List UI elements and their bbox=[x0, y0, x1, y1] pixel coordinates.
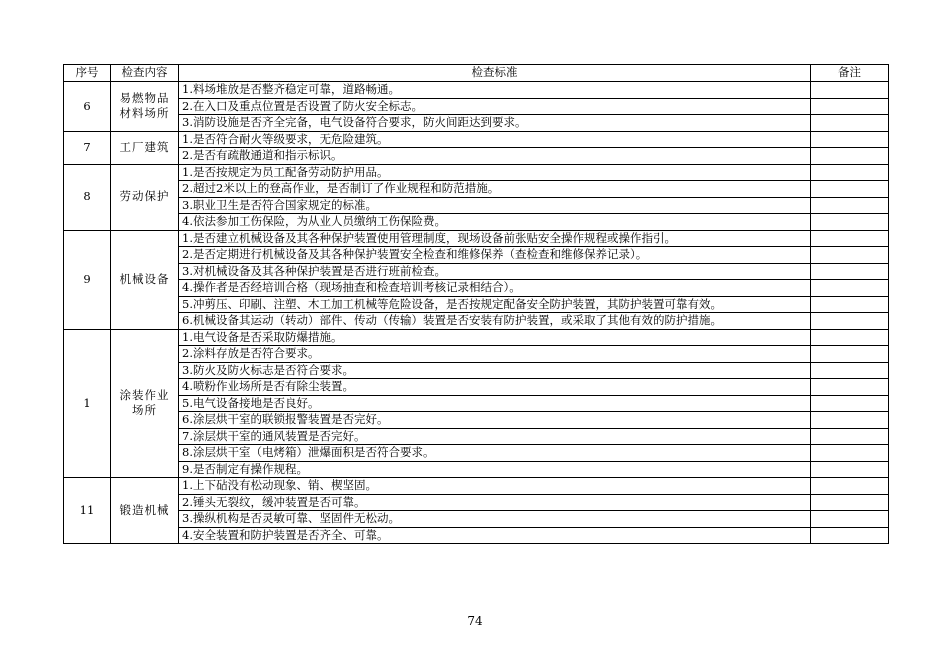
table-row bbox=[64, 478, 889, 495]
remark-cell bbox=[811, 115, 889, 132]
table-row bbox=[64, 445, 889, 462]
standard-cell: 1.是否建立机械设备及其各种保护装置使用管理制度，现场设备前张贴安全操作规程或操作指引。 bbox=[179, 230, 811, 247]
standard-cell: 3.操纵机构是否灵敏可靠、坚固件无松动。 bbox=[179, 511, 811, 528]
standard-cell: 2.锤头无裂纹，缓冲装置是否可靠。 bbox=[179, 494, 811, 511]
table-row bbox=[64, 263, 889, 280]
remark-cell bbox=[811, 379, 889, 396]
standard-cell: 1.料场堆放是否整齐稳定可靠，道路畅通。 bbox=[179, 82, 811, 99]
table-row bbox=[64, 329, 889, 346]
remark-cell bbox=[811, 527, 889, 544]
table-row bbox=[64, 148, 889, 165]
standard-cell: 5.冲剪压、印刷、注塑、木工加工机械等危险设备，是否按规定配备安全防护装置，其防护装置可靠有效。 bbox=[179, 296, 811, 313]
remark-cell bbox=[811, 280, 889, 297]
remark-cell bbox=[811, 82, 889, 99]
row-number-cell: 11 bbox=[64, 478, 111, 544]
table-row bbox=[64, 164, 889, 181]
row-number-cell: 8 bbox=[64, 164, 111, 230]
standard-cell: 1.电气设备是否采取防爆措施。 bbox=[179, 329, 811, 346]
standard-cell: 1.是否符合耐火等级要求，无危险建筑。 bbox=[179, 131, 811, 148]
remark-cell bbox=[811, 412, 889, 429]
table-row bbox=[64, 214, 889, 231]
standard-cell: 2.超过2米以上的登高作业，是否制订了作业规程和防范措施。 bbox=[179, 181, 811, 198]
remark-cell bbox=[811, 181, 889, 198]
row-number-cell: 7 bbox=[64, 131, 111, 164]
inspection-item-cell: 涂装作业 场所 bbox=[111, 329, 179, 478]
standard-cell: 4.安全装置和防护装置是否齐全、可靠。 bbox=[179, 527, 811, 544]
table-body bbox=[64, 82, 889, 544]
remark-cell bbox=[811, 296, 889, 313]
header-no: 序号 bbox=[64, 65, 111, 82]
table-row bbox=[64, 181, 889, 198]
table-row bbox=[64, 395, 889, 412]
table-row bbox=[64, 115, 889, 132]
standard-cell: 2.是否有疏散通道和指示标识。 bbox=[179, 148, 811, 165]
table-row bbox=[64, 428, 889, 445]
table-row bbox=[64, 346, 889, 363]
table-row bbox=[64, 296, 889, 313]
table-header-row bbox=[64, 65, 889, 82]
table-row bbox=[64, 197, 889, 214]
inspection-item-cell: 机械设备 bbox=[111, 230, 179, 329]
inspection-item-cell: 锻造机械 bbox=[111, 478, 179, 544]
remark-cell bbox=[811, 494, 889, 511]
remark-cell bbox=[811, 148, 889, 165]
remark-cell bbox=[811, 164, 889, 181]
standard-cell: 8.涂层烘干室（电烤箱）泄爆面积是否符合要求。 bbox=[179, 445, 811, 462]
standard-cell: 4.喷粉作业场所是否有除尘装置。 bbox=[179, 379, 811, 396]
standard-cell: 4.操作者是否经培训合格（现场抽查和检查培训考核记录相结合）。 bbox=[179, 280, 811, 297]
inspection-table bbox=[63, 64, 889, 544]
table-row bbox=[64, 280, 889, 297]
standard-cell: 3.职业卫生是否符合国家规定的标准。 bbox=[179, 197, 811, 214]
table-row bbox=[64, 131, 889, 148]
row-number-cell: 9 bbox=[64, 230, 111, 329]
remark-cell bbox=[811, 230, 889, 247]
table-row bbox=[64, 362, 889, 379]
remark-cell bbox=[811, 445, 889, 462]
remark-cell bbox=[811, 313, 889, 330]
remark-cell bbox=[811, 247, 889, 264]
table-row bbox=[64, 247, 889, 264]
remark-cell bbox=[811, 329, 889, 346]
remark-cell bbox=[811, 395, 889, 412]
standard-cell: 2.涂料存放是否符合要求。 bbox=[179, 346, 811, 363]
header-standard: 检查标准 bbox=[179, 65, 811, 82]
remark-cell bbox=[811, 346, 889, 363]
remark-cell bbox=[811, 461, 889, 478]
remark-cell bbox=[811, 197, 889, 214]
page-number: 74 bbox=[467, 614, 483, 628]
standard-cell: 3.防火及防火标志是否符合要求。 bbox=[179, 362, 811, 379]
header-item: 检查内容 bbox=[111, 65, 179, 82]
inspection-item-cell: 劳动保护 bbox=[111, 164, 179, 230]
table-row bbox=[64, 494, 889, 511]
remark-cell bbox=[811, 98, 889, 115]
standard-cell: 3.消防设施是否齐全完备，电气设备符合要求，防火间距达到要求。 bbox=[179, 115, 811, 132]
standard-cell: 5.电气设备接地是否良好。 bbox=[179, 395, 811, 412]
table-row bbox=[64, 230, 889, 247]
table-row bbox=[64, 379, 889, 396]
standard-cell: 9.是否制定有操作规程。 bbox=[179, 461, 811, 478]
table-row bbox=[64, 412, 889, 429]
standard-cell: 3.对机械设备及其各种保护装置是否进行班前检查。 bbox=[179, 263, 811, 280]
table-row bbox=[64, 527, 889, 544]
standard-cell: 1.是否按规定为员工配备劳动防护用品。 bbox=[179, 164, 811, 181]
remark-cell bbox=[811, 131, 889, 148]
remark-cell bbox=[811, 263, 889, 280]
table-row bbox=[64, 98, 889, 115]
standard-cell: 7.涂层烘干室的通风装置是否完好。 bbox=[179, 428, 811, 445]
standard-cell: 4.依法参加工伤保险，为从业人员缴纳工伤保险费。 bbox=[179, 214, 811, 231]
standard-cell: 2.是否定期进行机械设备及其各种保护装置安全检查和维修保养（查检查和维修保养记录）。 bbox=[179, 247, 811, 264]
header-remark: 备注 bbox=[811, 65, 889, 82]
standard-cell: 2.在入口及重点位置是否设置了防火安全标志。 bbox=[179, 98, 811, 115]
inspection-item-cell: 易燃物品 材料场所 bbox=[111, 82, 179, 132]
standard-cell: 6.涂层烘干室的联锁报警装置是否完好。 bbox=[179, 412, 811, 429]
standard-cell: 1.上下砧没有松动现象、销、楔坚固。 bbox=[179, 478, 811, 495]
inspection-item-cell: 工厂建筑 bbox=[111, 131, 179, 164]
remark-cell bbox=[811, 214, 889, 231]
row-number-cell: 6 bbox=[64, 82, 111, 132]
table-row bbox=[64, 313, 889, 330]
table-row bbox=[64, 511, 889, 528]
remark-cell bbox=[811, 362, 889, 379]
table-row bbox=[64, 461, 889, 478]
standard-cell: 6.机械设备其运动（转动）部件、传动（传输）装置是否安装有防护装置，或采取了其他有效的防护措施。 bbox=[179, 313, 811, 330]
remark-cell bbox=[811, 478, 889, 495]
remark-cell bbox=[811, 428, 889, 445]
remark-cell bbox=[811, 511, 889, 528]
row-number-cell: 1 bbox=[64, 329, 111, 478]
table-row bbox=[64, 82, 889, 99]
